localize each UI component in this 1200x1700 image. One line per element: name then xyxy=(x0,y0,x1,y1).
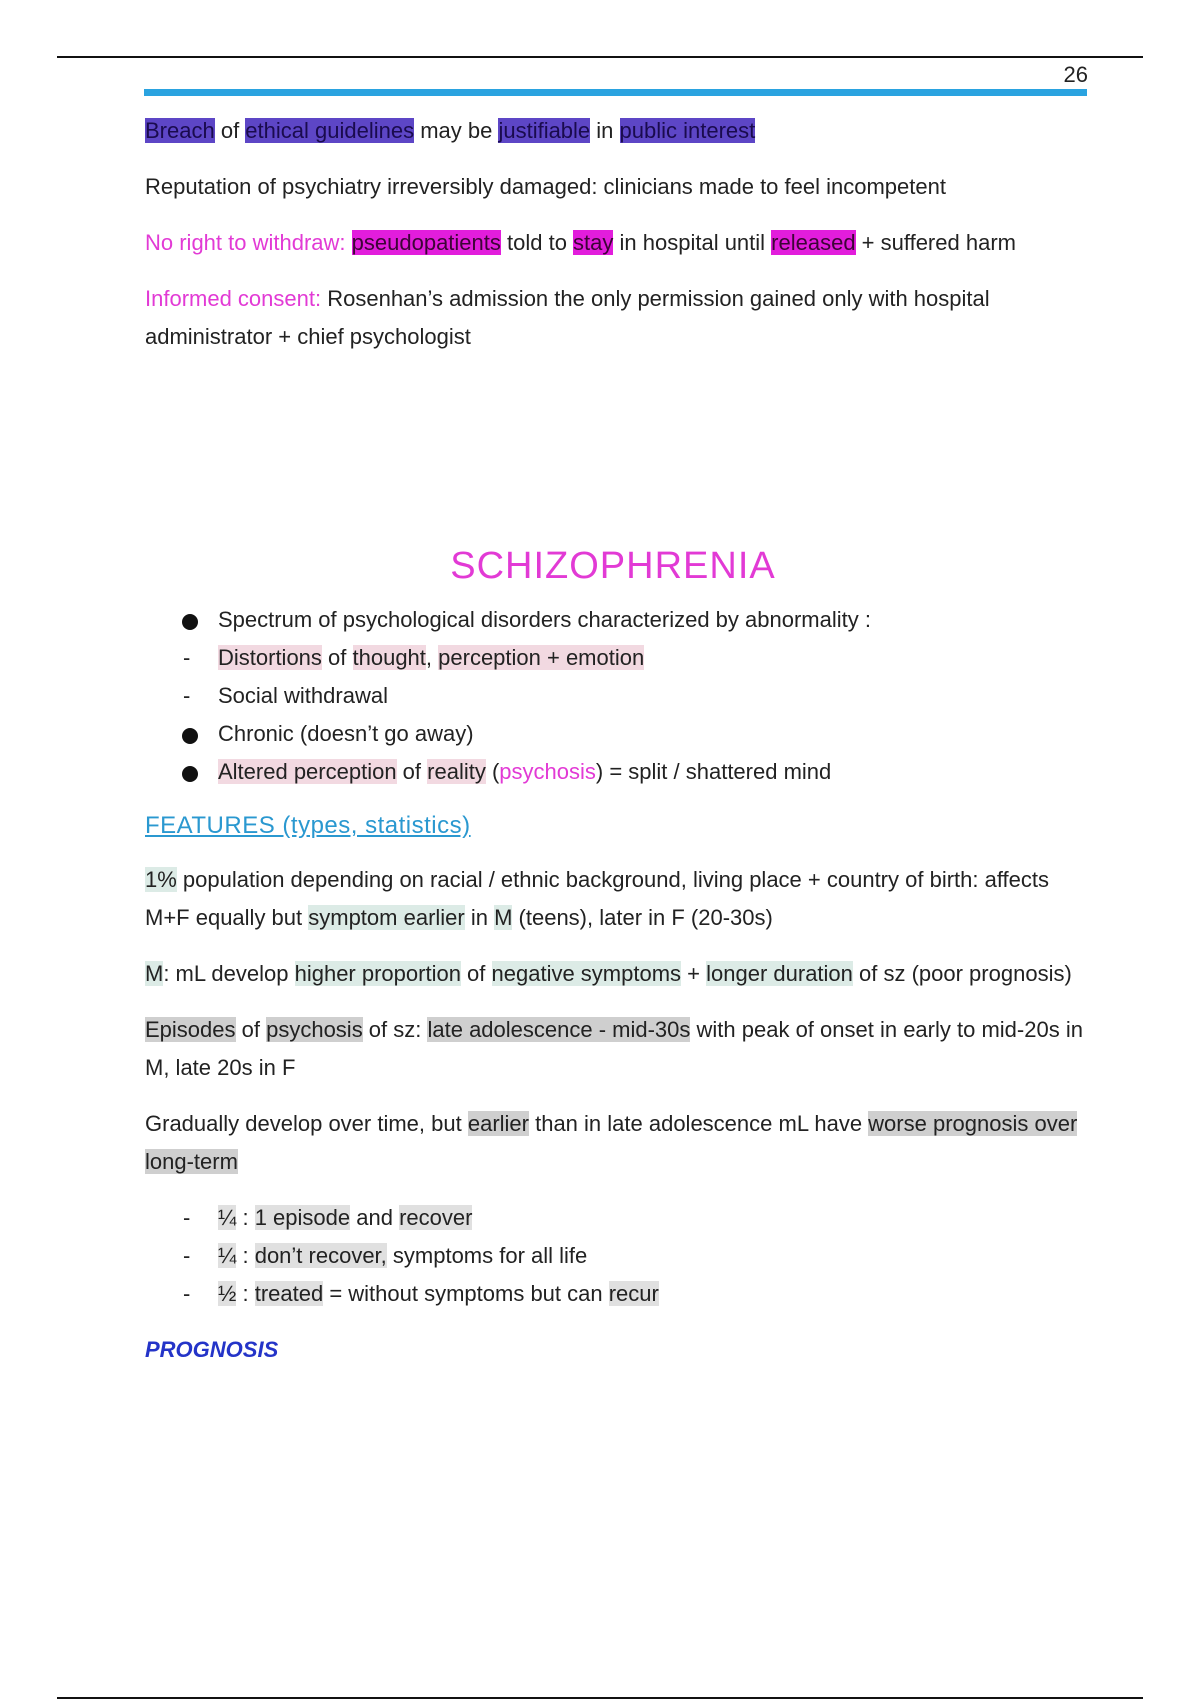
dash-marker: - xyxy=(183,1205,191,1230)
prognosis-heading: PROGNOSIS xyxy=(145,1337,279,1362)
text-colon: : xyxy=(236,1243,255,1268)
ethics-paragraph-reputation: Reputation of psychiatry irreversibly damaged: clinicians made to feel incompetent xyxy=(145,174,946,199)
bullet-icon xyxy=(182,728,198,744)
text-of-sz: of sz: xyxy=(362,1017,428,1042)
highlight-altered-perception: Altered perception xyxy=(218,759,397,784)
highlight-psychosis: psychosis xyxy=(266,1017,363,1042)
list-item xyxy=(145,1275,1095,1313)
highlight-recover: recover xyxy=(399,1205,473,1230)
highlight-earlier: earlier xyxy=(467,1111,529,1136)
highlight-worse-prognosis: worse prognosis over long-term xyxy=(145,1111,1078,1174)
highlight-released: released xyxy=(771,230,856,255)
ethics-paragraph-consent xyxy=(145,280,1095,356)
highlight-thought: thought xyxy=(352,645,426,670)
outcome-list xyxy=(145,1199,1095,1313)
text-comma: , xyxy=(425,645,439,670)
text-poor-prognosis: of sz (poor prognosis) xyxy=(852,961,1072,986)
list-item xyxy=(145,753,1095,791)
highlight-longer-duration: longer duration xyxy=(706,961,853,986)
highlight-quarter: ¼ xyxy=(218,1205,237,1230)
highlight-m: M xyxy=(494,905,513,930)
text-in-hospital-until: in hospital until xyxy=(613,230,772,255)
highlight-justifiable: justifiable xyxy=(498,118,591,143)
text-told-to: told to xyxy=(500,230,574,255)
text-suffered-harm: + suffered harm xyxy=(855,230,1016,255)
list-item xyxy=(145,715,1095,753)
top-rule xyxy=(57,56,1143,58)
highlight-symptom-earlier: symptom earlier xyxy=(308,905,465,930)
dash-text-social-withdrawal: Social withdrawal xyxy=(218,683,388,708)
dash-marker: - xyxy=(183,1281,191,1306)
list-item xyxy=(145,639,1095,677)
highlight-negative-symptoms: negative symptoms xyxy=(491,961,682,986)
prognosis-heading-row xyxy=(145,1331,1095,1369)
header-accent-bar xyxy=(144,89,1087,96)
bullet-text-chronic: Chronic (doesn’t go away) xyxy=(218,721,474,746)
text-teens-later: (teens), later in F (20-30s) xyxy=(512,905,773,930)
features-heading-link[interactable]: FEATURES (types, statistics) xyxy=(145,812,471,839)
highlight-public-interest: public interest xyxy=(619,118,756,143)
highlight-dont-recover: don’t recover, xyxy=(254,1243,387,1268)
text-and: and xyxy=(350,1205,400,1230)
bullet-icon xyxy=(182,614,198,630)
text-without-symptoms: = without symptoms but can xyxy=(323,1281,609,1306)
text-peak-onset: with peak of onset in early to mid-20s in M, late 20s in F xyxy=(145,1017,1083,1080)
highlight-stay: stay xyxy=(573,230,614,255)
text-psychosis: psychosis xyxy=(499,759,596,784)
page-number: 26 xyxy=(1063,62,1088,87)
text-of: of xyxy=(214,118,246,143)
highlight-episodes: Episodes xyxy=(145,1017,236,1042)
text-in: in xyxy=(464,905,495,930)
text-may-be: may be xyxy=(414,118,499,143)
text-plus: + xyxy=(681,961,707,986)
features-heading-row xyxy=(145,807,1095,845)
highlight-one-episode: 1 episode xyxy=(254,1205,351,1230)
highlight-quarter: ¼ xyxy=(218,1243,237,1268)
highlight-reality: reality xyxy=(427,759,486,784)
highlight-treated: treated xyxy=(254,1281,324,1306)
features-paragraph-population xyxy=(145,861,1095,937)
text-split-mind: ) = split / shattered mind xyxy=(595,759,832,784)
text-population: population depending on racial / ethnic background, living place + country of birth: affects M+F equally but xyxy=(145,867,1050,930)
highlight-half: ½ xyxy=(218,1281,237,1306)
dash-marker: - xyxy=(183,683,191,708)
bullet-text-spectrum: Spectrum of psychological disorders characterized by abnormality : xyxy=(218,607,871,632)
section-title: SCHIZOPHRENIA xyxy=(450,545,776,587)
highlight-distortions: Distortions xyxy=(218,645,322,670)
highlight-age-range: late adolescence - mid-30s xyxy=(427,1017,691,1042)
list-item xyxy=(145,1199,1095,1237)
text-symptoms-for-life: symptoms for all life xyxy=(386,1243,588,1268)
ethics-paragraph-breach xyxy=(145,112,1095,150)
dash-marker: - xyxy=(183,645,191,670)
dash-marker: - xyxy=(183,1243,191,1268)
page-content xyxy=(145,112,1095,1369)
text-consent-detail: Rosenhan’s admission the only permission gained only with hospital administrator + chief psychologist xyxy=(145,286,990,349)
ethics-paragraph-withdraw xyxy=(145,224,1095,262)
text-of: of xyxy=(460,961,492,986)
text-gradually: Gradually develop over time, but xyxy=(145,1111,468,1136)
highlight-pseudopatients: pseudopatients xyxy=(351,230,501,255)
label-no-right-to-withdraw: No right to withdraw: xyxy=(145,230,346,255)
text-of: of xyxy=(396,759,428,784)
definition-list xyxy=(145,601,1095,791)
highlight-ethical-guidelines: ethical guidelines xyxy=(245,118,415,143)
text-colon: : xyxy=(236,1205,255,1230)
highlight-higher-proportion: higher proportion xyxy=(294,961,461,986)
highlight-m: M xyxy=(145,961,164,986)
highlight-breach: Breach xyxy=(145,118,215,143)
features-paragraph-males xyxy=(145,955,1095,993)
bottom-rule xyxy=(57,1697,1143,1699)
list-item xyxy=(145,677,1095,715)
features-paragraph-episodes xyxy=(145,1011,1095,1087)
text-of: of xyxy=(235,1017,267,1042)
list-item xyxy=(145,601,1095,639)
text-of: of xyxy=(321,645,353,670)
highlight-one-percent: 1% xyxy=(145,867,177,892)
label-informed-consent: Informed consent: xyxy=(145,286,322,311)
features-paragraph-gradual xyxy=(145,1105,1095,1181)
list-item xyxy=(145,1237,1095,1275)
text-in: in xyxy=(590,118,620,143)
text-ml-develop: : mL develop xyxy=(163,961,295,986)
text-than-late: than in late adolescence mL have xyxy=(528,1111,869,1136)
highlight-perception-emotion: perception + emotion xyxy=(438,645,645,670)
highlight-recur: recur xyxy=(608,1281,659,1306)
bullet-icon xyxy=(182,766,198,782)
text-open-paren: ( xyxy=(485,759,500,784)
text-colon: : xyxy=(236,1281,255,1306)
